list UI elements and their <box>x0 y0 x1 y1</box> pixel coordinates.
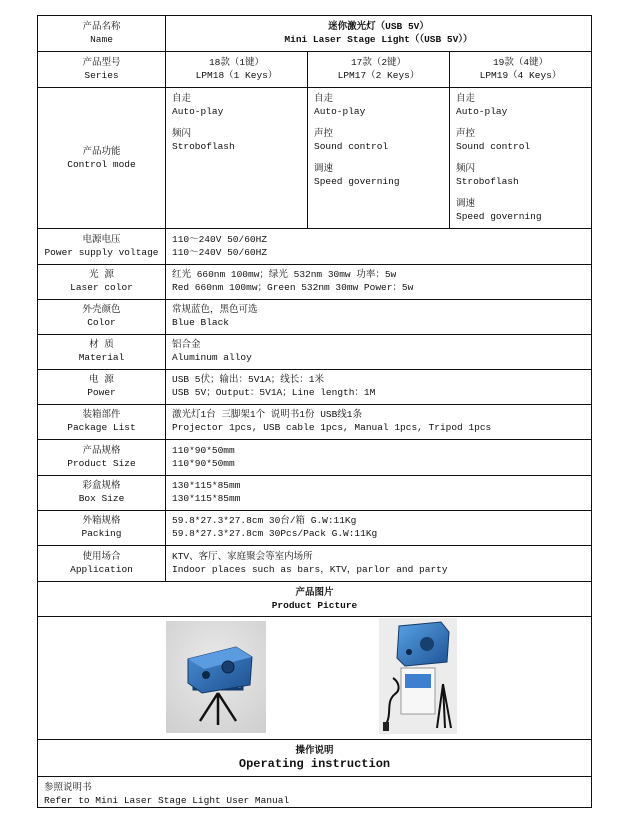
control-col-3-item: Auto-play <box>456 106 508 117</box>
control-label-cn: 产品功能 <box>82 146 121 157</box>
series-label-en: Series <box>84 70 119 81</box>
spec-row-value <box>166 338 591 364</box>
spec-label-cn: 电源电压 <box>82 234 121 245</box>
spec-value-en: Blue Black <box>172 317 230 328</box>
control-col-3-item: Sound control <box>456 141 531 152</box>
spec-label-cn: 彩盒规格 <box>82 480 121 491</box>
instruction-body <box>44 781 584 807</box>
spec-row-label <box>38 373 165 399</box>
spec-label-en: Package List <box>67 422 136 433</box>
spec-label-en: Box Size <box>78 493 125 504</box>
spec-value-cn: 130*115*85mm <box>172 480 241 491</box>
spec-row-value <box>166 268 591 294</box>
control-col-1-item: Auto-play <box>172 106 224 117</box>
series-model-3 <box>450 56 591 82</box>
spec-value-cn: 59.8*27.3*27.8cm 30台/箱 G.W:11Kg <box>172 515 357 526</box>
spec-row-label <box>38 479 165 505</box>
spec-label-en: Application <box>70 564 133 575</box>
series-model-1 <box>166 56 307 82</box>
model-1-en: LPM18（1 Keys） <box>195 70 278 81</box>
series-label-cn: 产品型号 <box>82 57 121 68</box>
spec-row-label <box>38 268 165 294</box>
spec-row-label <box>38 444 165 470</box>
spec-label-cn: 使用场合 <box>82 551 121 562</box>
spec-value-cn: 铝合金 <box>172 339 201 350</box>
series-label <box>38 56 165 82</box>
spec-label-cn: 外壳颜色 <box>82 304 121 315</box>
spec-label-cn: 材 质 <box>89 339 114 350</box>
spec-label-en: Power supply voltage <box>44 247 159 258</box>
spec-row-value <box>166 550 591 576</box>
spec-row-label <box>38 303 165 329</box>
control-label <box>38 145 165 171</box>
spec-value-cn: KTV、客厅、家庭聚会等室内场所 <box>172 551 313 562</box>
spec-label-en: Laser color <box>70 282 133 293</box>
control-col-1-item: 频闪 <box>172 128 192 139</box>
product-name-en: Mini Laser Stage Light（（USB 5V）） <box>284 34 473 45</box>
product-picture-title-cn: 产品图片 <box>295 587 334 598</box>
control-col-3-item: 频闪 <box>456 163 476 174</box>
spec-value-cn: 红光 660nm 100mw；绿光 532nm 30mw 功率：5w <box>172 269 397 280</box>
spec-label-cn: 装箱部件 <box>82 409 121 420</box>
control-label-en: Control mode <box>67 159 136 170</box>
spec-value-en: 59.8*27.3*27.8cm 30Pcs/Pack G.W:11Kg <box>172 528 378 539</box>
spec-value-en: USB 5V；Output：5V1A；Line length：1M <box>172 387 376 398</box>
spec-row-value <box>166 233 591 259</box>
spec-value-cn: 激光灯1台 三脚架1个 说明书1份 USB线1条 <box>172 409 363 420</box>
product-picture-title <box>38 586 591 612</box>
instruction-title <box>38 744 591 772</box>
spec-row-label <box>38 514 165 540</box>
spec-label-en: Material <box>78 352 125 363</box>
instruction-title-en: Operating instruction <box>238 757 391 771</box>
control-col-2-item: 调速 <box>314 163 334 174</box>
spec-row-value <box>166 444 591 470</box>
control-col-2-item: 声控 <box>314 128 334 139</box>
control-col-3-item: 声控 <box>456 128 476 139</box>
instruction-body-en: Refer to Mini Laser Stage Light User Manual <box>44 795 290 806</box>
name-label <box>38 20 165 46</box>
control-col-3-item: Stroboflash <box>456 176 519 187</box>
product-name-cn: 迷你激光灯（USB 5V） <box>328 21 429 32</box>
spec-row-label <box>38 233 165 259</box>
spec-row-value <box>166 408 591 434</box>
spec-value-cn: USB 5伏；输出：5V1A；线长：1米 <box>172 374 325 385</box>
instruction-title-cn: 操作说明 <box>295 745 334 756</box>
spec-value-en: 130*115*85mm <box>172 493 241 504</box>
control-col-2-item: 自走 <box>314 93 334 104</box>
series-model-2 <box>308 56 449 82</box>
spec-row-label <box>38 550 165 576</box>
spec-value-en: 110*90*50mm <box>172 458 235 469</box>
spec-row-value <box>166 373 591 399</box>
name-label-cn: 产品名称 <box>82 21 121 32</box>
spec-value-cn: 常规蓝色，黑色可选 <box>172 304 258 315</box>
spec-label-en: Color <box>87 317 116 328</box>
product-photo-tripod <box>166 621 266 733</box>
spec-row-value <box>166 514 591 540</box>
spec-row-label <box>38 338 165 364</box>
spec-label-cn: 电 源 <box>89 374 114 385</box>
spec-label-en: Product Size <box>67 458 136 469</box>
spec-value-en: 110～240V 50/60HZ <box>172 247 268 258</box>
control-col-3-item: 自走 <box>456 93 476 104</box>
spec-value-cn: 110*90*50mm <box>172 445 235 456</box>
model-3-cn: 19款（4键） <box>492 57 549 68</box>
control-col-3-item: 调速 <box>456 198 476 209</box>
model-2-en: LPM17（2 Keys） <box>337 70 420 81</box>
product-name <box>166 20 591 46</box>
spec-row-label <box>38 408 165 434</box>
model-1-cn: 18款（1键） <box>208 57 265 68</box>
control-col-2-item: Speed governing <box>314 176 400 187</box>
control-col-2-item: Auto-play <box>314 106 366 117</box>
spec-row-value <box>166 479 591 505</box>
control-col-2-item: Sound control <box>314 141 389 152</box>
spec-value-en: Red 660nm 100mw；Green 532nm 30mw Power：5w <box>172 282 414 293</box>
control-col-1 <box>166 92 307 153</box>
product-photo-package <box>379 618 457 734</box>
control-col-2 <box>308 92 449 188</box>
spec-value-en: Indoor places such as bars，KTV，parlor and party <box>172 564 448 575</box>
spec-value-cn: 110～240V 50/60HZ <box>172 234 268 245</box>
spec-label-cn: 产品规格 <box>82 445 121 456</box>
spec-label-cn: 外箱规格 <box>82 515 121 526</box>
spec-value-en: Aluminum alloy <box>172 352 252 363</box>
control-col-1-item: 自走 <box>172 93 192 104</box>
spec-label-en: Packing <box>81 528 122 539</box>
spec-row-value <box>166 303 591 329</box>
spec-value-en: Projector 1pcs, USB cable 1pcs, Manual 1pcs, Tripod 1pcs <box>172 422 492 433</box>
instruction-body-cn: 参照说明书 <box>44 782 92 793</box>
control-col-3 <box>450 92 591 223</box>
control-col-3-item: Speed governing <box>456 211 542 222</box>
spec-label-cn: 光 源 <box>89 269 114 280</box>
name-label-en: Name <box>90 34 113 45</box>
model-2-cn: 17款（2键） <box>350 57 407 68</box>
model-3-en: LPM19（4 Keys） <box>479 70 562 81</box>
control-col-1-item: Stroboflash <box>172 141 235 152</box>
spec-label-en: Power <box>87 387 116 398</box>
product-picture-title-en: Product Picture <box>271 600 358 611</box>
